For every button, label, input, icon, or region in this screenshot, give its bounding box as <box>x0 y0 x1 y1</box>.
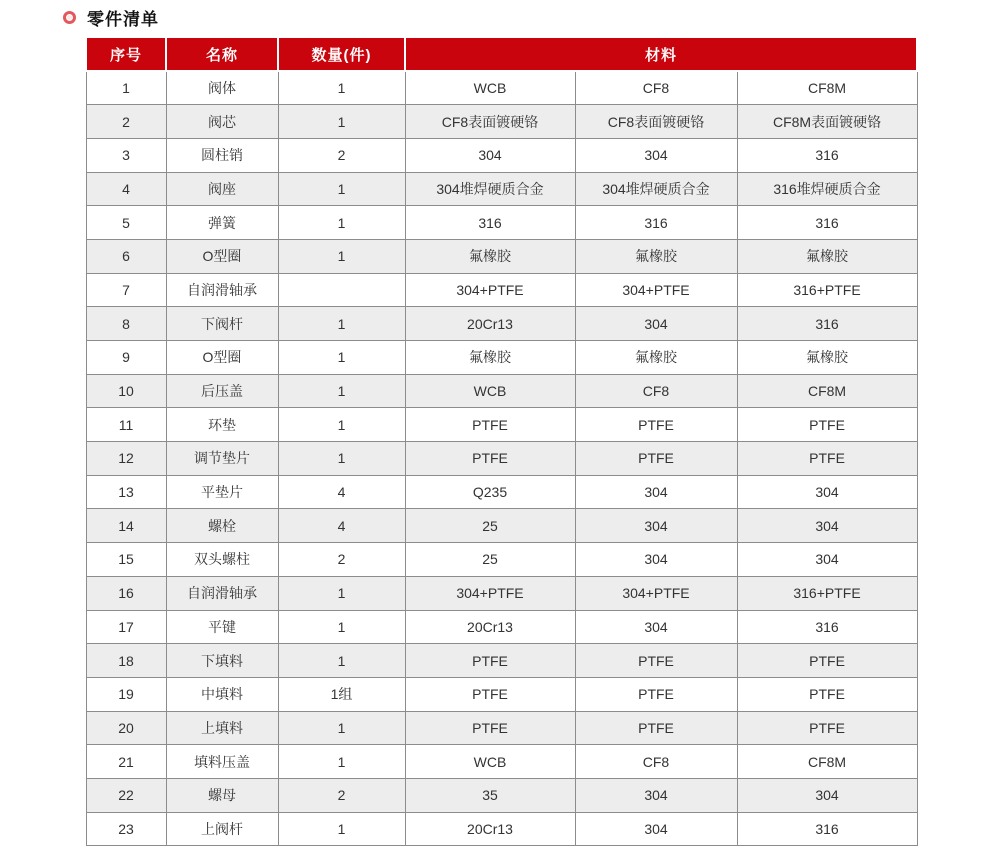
cell-material-1: 氟橡胶 <box>405 341 575 375</box>
cell-name: 填料压盖 <box>166 745 278 779</box>
cell-serial: 11 <box>86 408 166 442</box>
cell-material-2: 316 <box>575 206 737 240</box>
cell-material-3: CF8M表面镀硬铬 <box>737 105 917 139</box>
section-header <box>63 5 159 30</box>
table-row <box>86 341 917 375</box>
cell-quantity: 1 <box>278 206 405 240</box>
cell-material-3: 316 <box>737 812 917 846</box>
cell-name: 平键 <box>166 610 278 644</box>
cell-material-3: PTFE <box>737 644 917 678</box>
table-row <box>86 172 917 206</box>
cell-material-2: 304 <box>575 812 737 846</box>
cell-serial: 8 <box>86 307 166 341</box>
cell-material-2: 氟橡胶 <box>575 239 737 273</box>
cell-material-3: CF8M <box>737 71 917 105</box>
cell-material-3: 316 <box>737 610 917 644</box>
cell-quantity: 1 <box>278 812 405 846</box>
cell-quantity: 1组 <box>278 677 405 711</box>
cell-material-2: CF8表面镀硬铬 <box>575 105 737 139</box>
cell-quantity: 1 <box>278 711 405 745</box>
cell-material-3: PTFE <box>737 677 917 711</box>
cell-name: 圆柱销 <box>166 138 278 172</box>
cell-material-1: WCB <box>405 374 575 408</box>
cell-name: 阀体 <box>166 71 278 105</box>
table-row <box>86 408 917 442</box>
header-row <box>86 37 917 71</box>
cell-material-2: PTFE <box>575 442 737 476</box>
cell-material-3: 316 <box>737 138 917 172</box>
cell-material-3: 304 <box>737 475 917 509</box>
cell-material-3: 316堆焊硬质合金 <box>737 172 917 206</box>
cell-serial: 16 <box>86 576 166 610</box>
cell-serial: 10 <box>86 374 166 408</box>
cell-serial: 21 <box>86 745 166 779</box>
table-row <box>86 273 917 307</box>
table-row <box>86 442 917 476</box>
cell-material-3: 304 <box>737 543 917 577</box>
cell-material-1: 304+PTFE <box>405 576 575 610</box>
cell-serial: 7 <box>86 273 166 307</box>
cell-name: 环垫 <box>166 408 278 442</box>
cell-serial: 3 <box>86 138 166 172</box>
cell-name: 下填料 <box>166 644 278 678</box>
parts-table-header <box>86 37 917 71</box>
cell-material-1: 氟橡胶 <box>405 239 575 273</box>
ring-bullet-icon <box>63 11 76 24</box>
table-row <box>86 745 917 779</box>
cell-material-1: 20Cr13 <box>405 610 575 644</box>
cell-material-1: 20Cr13 <box>405 812 575 846</box>
table-row <box>86 206 917 240</box>
cell-serial: 19 <box>86 677 166 711</box>
cell-material-1: Q235 <box>405 475 575 509</box>
cell-serial: 6 <box>86 239 166 273</box>
cell-serial: 22 <box>86 778 166 812</box>
cell-name: 双头螺柱 <box>166 543 278 577</box>
cell-material-2: 304 <box>575 475 737 509</box>
cell-material-1: PTFE <box>405 644 575 678</box>
cell-material-2: 氟橡胶 <box>575 341 737 375</box>
cell-material-2: PTFE <box>575 408 737 442</box>
cell-name: 自润滑轴承 <box>166 273 278 307</box>
cell-quantity: 1 <box>278 307 405 341</box>
cell-quantity: 4 <box>278 509 405 543</box>
cell-material-3: CF8M <box>737 745 917 779</box>
cell-name: 调节垫片 <box>166 442 278 476</box>
cell-material-1: 20Cr13 <box>405 307 575 341</box>
col-header-material: 材料 <box>405 37 917 71</box>
cell-material-3: 316+PTFE <box>737 576 917 610</box>
cell-quantity: 1 <box>278 341 405 375</box>
cell-material-3: 氟橡胶 <box>737 341 917 375</box>
cell-serial: 4 <box>86 172 166 206</box>
cell-name: 螺母 <box>166 778 278 812</box>
cell-material-3: PTFE <box>737 408 917 442</box>
cell-quantity: 1 <box>278 71 405 105</box>
cell-material-1: WCB <box>405 71 575 105</box>
cell-material-1: 35 <box>405 778 575 812</box>
cell-material-2: 304 <box>575 138 737 172</box>
cell-material-3: 304 <box>737 778 917 812</box>
table-row <box>86 509 917 543</box>
cell-quantity: 4 <box>278 475 405 509</box>
col-header-name: 名称 <box>166 37 278 71</box>
cell-material-2: PTFE <box>575 644 737 678</box>
cell-name: 平垫片 <box>166 475 278 509</box>
cell-material-2: 304 <box>575 543 737 577</box>
cell-quantity: 1 <box>278 745 405 779</box>
table-row <box>86 812 917 846</box>
cell-material-1: 304+PTFE <box>405 273 575 307</box>
table-row <box>86 711 917 745</box>
cell-material-2: 304 <box>575 778 737 812</box>
table-row <box>86 778 917 812</box>
cell-material-1: 25 <box>405 509 575 543</box>
cell-serial: 2 <box>86 105 166 139</box>
cell-quantity: 1 <box>278 408 405 442</box>
cell-quantity: 1 <box>278 239 405 273</box>
cell-name: 阀芯 <box>166 105 278 139</box>
cell-quantity: 1 <box>278 610 405 644</box>
cell-material-2: PTFE <box>575 677 737 711</box>
cell-material-3: CF8M <box>737 374 917 408</box>
cell-material-2: CF8 <box>575 71 737 105</box>
cell-serial: 20 <box>86 711 166 745</box>
cell-quantity: 2 <box>278 138 405 172</box>
cell-material-1: PTFE <box>405 677 575 711</box>
cell-quantity: 1 <box>278 172 405 206</box>
col-header-serial: 序号 <box>86 37 166 71</box>
cell-serial: 1 <box>86 71 166 105</box>
cell-name: 上填料 <box>166 711 278 745</box>
table-row <box>86 610 917 644</box>
cell-serial: 14 <box>86 509 166 543</box>
parts-table-body <box>86 71 917 846</box>
cell-quantity <box>278 273 405 307</box>
table-row <box>86 576 917 610</box>
cell-quantity: 1 <box>278 442 405 476</box>
cell-material-2: 304+PTFE <box>575 273 737 307</box>
cell-name: 弹簧 <box>166 206 278 240</box>
cell-material-3: PTFE <box>737 442 917 476</box>
cell-serial: 18 <box>86 644 166 678</box>
cell-quantity: 1 <box>278 374 405 408</box>
table-row <box>86 307 917 341</box>
cell-serial: 23 <box>86 812 166 846</box>
page-title: 零件清单 <box>87 10 159 29</box>
cell-material-3: PTFE <box>737 711 917 745</box>
cell-material-1: PTFE <box>405 408 575 442</box>
col-header-quantity: 数量(件) <box>278 37 405 71</box>
cell-name: 中填料 <box>166 677 278 711</box>
table-row <box>86 543 917 577</box>
cell-material-3: 304 <box>737 509 917 543</box>
cell-serial: 9 <box>86 341 166 375</box>
cell-material-1: 316 <box>405 206 575 240</box>
cell-material-2: PTFE <box>575 711 737 745</box>
cell-name: 螺栓 <box>166 509 278 543</box>
table-row <box>86 105 917 139</box>
cell-material-2: CF8 <box>575 745 737 779</box>
parts-table <box>85 36 918 846</box>
table-row <box>86 71 917 105</box>
cell-quantity: 2 <box>278 543 405 577</box>
cell-name: 上阀杆 <box>166 812 278 846</box>
cell-serial: 17 <box>86 610 166 644</box>
cell-material-1: CF8表面镀硬铬 <box>405 105 575 139</box>
cell-material-1: 25 <box>405 543 575 577</box>
cell-material-2: 304 <box>575 307 737 341</box>
cell-serial: 5 <box>86 206 166 240</box>
table-row <box>86 138 917 172</box>
cell-material-3: 316+PTFE <box>737 273 917 307</box>
table-row <box>86 677 917 711</box>
cell-material-2: 304 <box>575 610 737 644</box>
cell-material-1: PTFE <box>405 711 575 745</box>
cell-material-3: 氟橡胶 <box>737 239 917 273</box>
cell-name: 下阀杆 <box>166 307 278 341</box>
table-row <box>86 239 917 273</box>
cell-serial: 12 <box>86 442 166 476</box>
cell-material-2: 304+PTFE <box>575 576 737 610</box>
cell-material-1: WCB <box>405 745 575 779</box>
cell-material-1: 304 <box>405 138 575 172</box>
table-row <box>86 644 917 678</box>
cell-material-2: CF8 <box>575 374 737 408</box>
cell-name: O型圈 <box>166 341 278 375</box>
cell-material-2: 304 <box>575 509 737 543</box>
cell-quantity: 1 <box>278 644 405 678</box>
cell-quantity: 2 <box>278 778 405 812</box>
cell-name: 阀座 <box>166 172 278 206</box>
cell-material-2: 304堆焊硬质合金 <box>575 172 737 206</box>
cell-serial: 13 <box>86 475 166 509</box>
cell-quantity: 1 <box>278 105 405 139</box>
table-row <box>86 475 917 509</box>
cell-material-1: PTFE <box>405 442 575 476</box>
cell-material-3: 316 <box>737 206 917 240</box>
cell-material-1: 304堆焊硬质合金 <box>405 172 575 206</box>
cell-name: 后压盖 <box>166 374 278 408</box>
table-row <box>86 374 917 408</box>
cell-quantity: 1 <box>278 576 405 610</box>
cell-name: 自润滑轴承 <box>166 576 278 610</box>
cell-serial: 15 <box>86 543 166 577</box>
cell-name: O型圈 <box>166 239 278 273</box>
cell-material-3: 316 <box>737 307 917 341</box>
